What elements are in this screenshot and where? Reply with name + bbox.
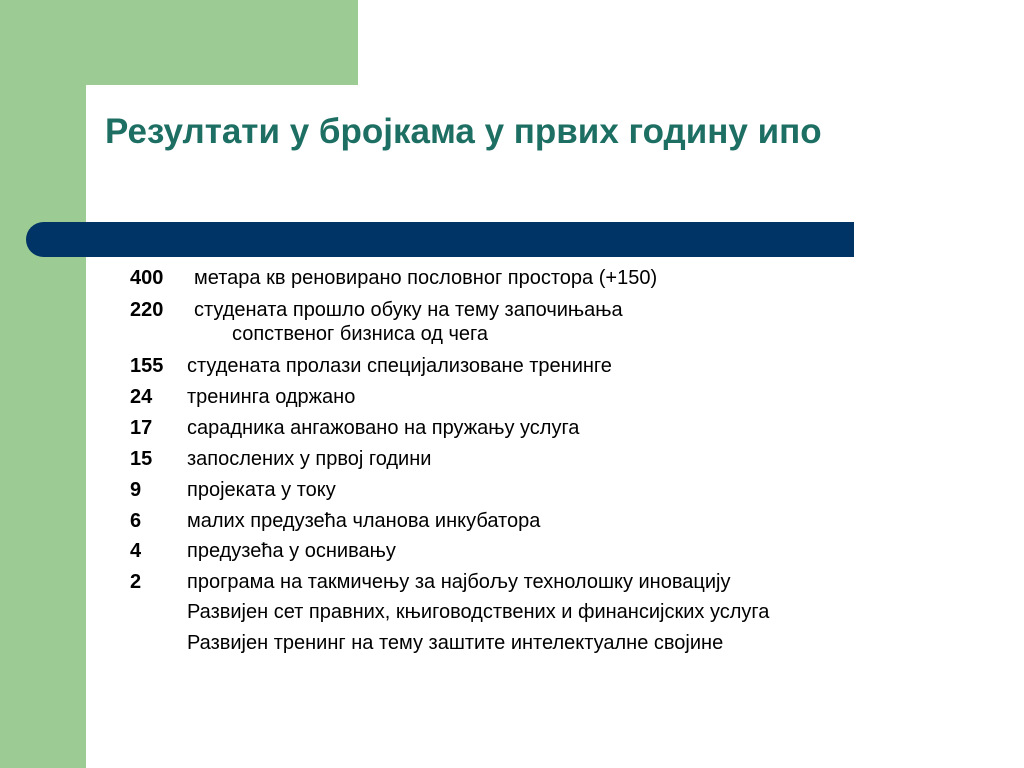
item-text: Развијен сет правних, књиговодствених и финансијских услуга — [187, 601, 770, 623]
title-divider-bar — [26, 222, 854, 257]
left-accent-bar — [0, 0, 86, 768]
item-number: 15 — [130, 448, 153, 470]
slide-title: Резултати у бројкама у првих годину ипо — [105, 112, 822, 151]
top-accent-block — [0, 0, 358, 85]
item-number: 4 — [130, 540, 142, 562]
item-text: метара кв реновирано пословног простора (+150) — [194, 267, 658, 289]
item-number: 9 — [130, 479, 142, 501]
item-number: 155 — [130, 355, 164, 377]
item-text: тренинга одржано — [187, 386, 356, 408]
item-text-continuation: сопственог бизниса од чега — [232, 323, 489, 345]
item-text: малих предузећа чланова инкубатора — [187, 510, 541, 532]
item-text: студената прошло обуку на тему започињања — [194, 299, 623, 321]
item-text: предузећа у оснивању — [187, 540, 396, 562]
item-number: 6 — [130, 510, 142, 532]
item-number: 17 — [130, 417, 153, 439]
item-number: 400 — [130, 267, 164, 289]
item-number: 220 — [130, 299, 164, 321]
item-number: 24 — [130, 386, 153, 408]
item-text: сарадника ангажовано на пружању услуга — [187, 417, 580, 439]
item-text: програма на такмичењу за најбољу технолошку иновацију — [187, 571, 731, 593]
item-text: запослених у првој години — [187, 448, 432, 470]
item-number: 2 — [130, 571, 142, 593]
item-text: студената пролази специјализоване тренинге — [187, 355, 612, 377]
item-text: Развијен тренинг на тему заштите интелектуалне својине — [187, 632, 724, 654]
item-text: пројеката у току — [187, 479, 336, 501]
